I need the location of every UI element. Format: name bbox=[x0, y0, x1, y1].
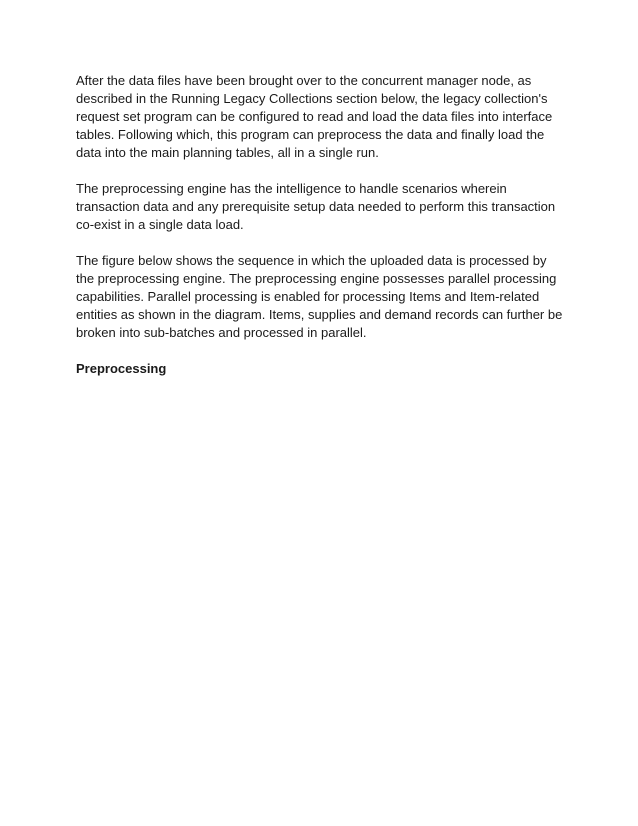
paragraph-preprocessing-engine: The preprocessing engine has the intelligence to handle scenarios wherein transaction data and any prerequisite setup data needed to perform this transaction co-exist in a single data load. bbox=[76, 181, 556, 232]
section-heading-preprocessing: Preprocessing bbox=[76, 361, 167, 376]
paragraph-parallel-processing: The figure below shows the sequence in which the uploaded data is processed by the preprocessing engine. The preprocessing engine possesses parallel processing capabilities. Parallel processing is enabled for processing Items and Item-related entities as shown in the diagram. Items, supplies and demand records can further be broken into sub-batches and processed in parallel. bbox=[76, 253, 563, 340]
document-body bbox=[76, 72, 568, 378]
paragraph-legacy-collections: After the data files have been brought over to the concurrent manager node, as described in the Running Legacy Collections section below, the legacy collection's request set program can be configured to read and load the data files into interface tables. Following which, this program can preprocess the data and finally load the data into the main planning tables, all in a single run. bbox=[76, 73, 553, 160]
